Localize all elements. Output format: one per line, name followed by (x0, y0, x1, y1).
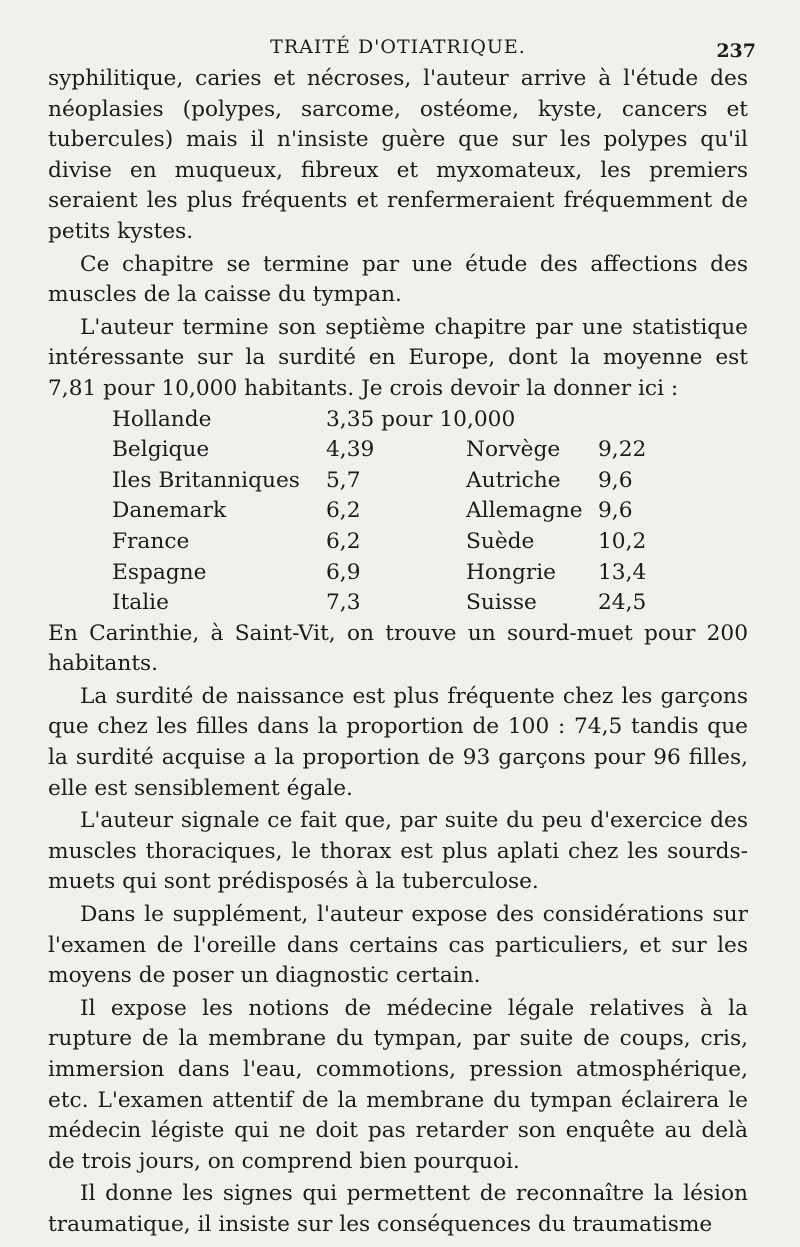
deafness-statistics-table (112, 405, 688, 619)
country-cell: Espagne (112, 559, 207, 585)
page-header (48, 30, 756, 64)
table-row (112, 435, 688, 466)
paragraph: La surdité de naissance est plus fréquente chez les garçons que chez les filles dans la proportion de 100 : 74,5 tandis que la surdité acquise a la proportion de 93 garçons pour 96 filles, elle est sensiblement égale. (48, 683, 748, 801)
value-cell: 10,2 (598, 528, 647, 554)
country-cell: Suède (466, 528, 535, 554)
value-cell: 6,9 (326, 559, 361, 585)
book-page (48, 30, 756, 1241)
value-cell: 24,5 (598, 590, 647, 616)
country-cell: Autriche (466, 467, 561, 493)
country-cell: Belgique (112, 437, 210, 463)
paragraph: L'auteur termine son septième chapitre par une statistique intéressante sur la surdité en Europe, dont la moyenne est 7,81 pour 10,000 habitants. Je crois devoir la donner ici : (48, 314, 748, 401)
table-row (112, 496, 688, 527)
country-cell: Italie (112, 590, 169, 616)
paragraph: En Carinthie, à Saint-Vit, on trouve un sourd-muet pour 200 habitants. (48, 620, 748, 677)
value-cell: 13,4 (598, 559, 647, 585)
country-cell: Iles Britanniques (112, 467, 300, 493)
value-cell: 9,6 (598, 498, 633, 524)
table-row (112, 466, 688, 497)
country-cell: Norvège (466, 437, 561, 463)
value-cell: 6,2 (326, 498, 361, 524)
country-cell: Suisse (466, 590, 537, 616)
table-row (112, 405, 688, 436)
country-cell: Allemagne (466, 498, 583, 524)
value-cell: 5,7 (326, 467, 361, 493)
country-cell: Danemark (112, 498, 227, 524)
table-row (112, 588, 688, 619)
value-cell: 7,3 (326, 590, 361, 616)
value-cell: 6,2 (326, 528, 361, 554)
paragraph: Dans le supplément, l'auteur expose des considérations sur l'examen de l'oreille dans certains cas particuliers, et sur les moyens de poser un diagnostic certain. (48, 902, 748, 989)
value-cell: 4,39 (326, 437, 375, 463)
table-row (112, 527, 688, 558)
paragraph: Ce chapitre se termine par une étude des affections des muscles de la caisse du tympan. (48, 251, 748, 308)
paragraph: Il expose les notions de médecine légale relatives à la rupture de la membrane du tympan, par suite de coups, cris, immersion dans l'eau, commotions, pression atmosphérique, etc. L'examen attentif de la membrane du tympan éclairera le médecin légiste qui ne doit pas retarder son enquête au delà de trois jours, on comprend bien pourquoi. (48, 995, 748, 1174)
table-row (112, 558, 688, 589)
value-cell: 9,6 (598, 467, 633, 493)
page-number: 237 (716, 40, 756, 62)
paragraph: Il donne les signes qui permettent de reconnaître la lésion traumatique, il insiste sur les conséquences du traumatisme (48, 1181, 748, 1237)
running-title: TRAITÉ D'OTIATRIQUE. (270, 36, 526, 58)
country-cell: Hollande (112, 406, 212, 432)
paragraph: syphilitique, caries et nécroses, l'auteur arrive à l'étude des néoplasies (polypes, sarcome, ostéome, kyste, cancers et tubercules) mais il n'insiste guère que sur les polypes qu'il divise en muqueux, fibreux et myxomateux, les premiers seraient les plus fréquents et renfermeraient fréquemment de petits kystes. (48, 66, 748, 244)
value-cell: 9,22 (598, 437, 647, 463)
country-cell: France (112, 528, 190, 554)
paragraph: L'auteur signale ce fait que, par suite du peu d'exercice des muscles thoraciques, le thorax est plus aplati chez les sourds-muets qui sont prédisposés à la tuberculose. (48, 808, 748, 895)
country-cell: Hongrie (466, 559, 556, 585)
body-text (48, 64, 748, 1241)
value-cell: 3,35 pour 10,000 (326, 406, 516, 432)
